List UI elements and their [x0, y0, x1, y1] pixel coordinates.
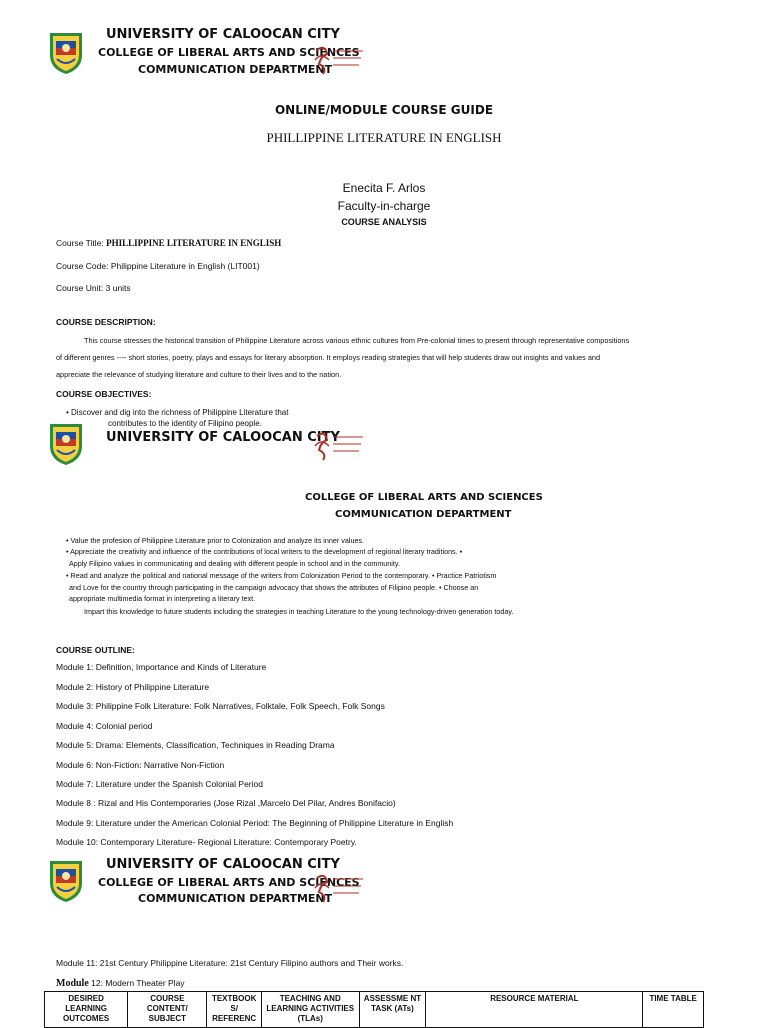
department-name: COMMUNICATION DEPARTMENT: [138, 892, 333, 905]
course-title-label: Course Title:: [56, 238, 104, 248]
faculty-name: Enecita F. Arlos: [342, 181, 426, 195]
course-title-row: [56, 238, 281, 248]
objective-line-5: Apply Filipino values in communicating and dealing with different people in school and in the community.: [69, 559, 400, 568]
college-name: COLLEGE OF LIBERAL ARTS AND SCIENCES: [98, 876, 360, 889]
description-line-3: appreciate the relevance of studying literature and culture to their lives and to the nation.: [56, 370, 342, 379]
college-name: COLLEGE OF LIBERAL ARTS AND SCIENCES: [98, 46, 360, 59]
course-plan-table: [44, 991, 704, 1028]
university-seal-logo: [47, 420, 85, 466]
module-item: Module 3: Philippine Folk Literature: Folk Narratives, Folktale, Folk Speech, Folk Songs: [56, 701, 385, 711]
guide-subject: PHILLIPPINE LITERATURE IN ENGLISH: [266, 130, 502, 145]
table-header-cell: ASSESSME NT TASK (ATs): [359, 992, 426, 1028]
module-item: Module 9: Literature under the American Colonial Period: The Beginning of Philippine Literature in English: [56, 818, 454, 828]
department-logo: [313, 42, 371, 76]
course-unit-value: 3 units: [105, 283, 131, 293]
table-header-cell: RESOURCE MATERIAL: [426, 992, 643, 1028]
module-item: Module 11: 21st Century Philippine Literature: 21st Century Filipino authors and Their works.: [56, 958, 404, 968]
objective-line-2: contributes to the identity of Filipino people.: [108, 419, 262, 428]
department-name: COMMUNICATION DEPARTMENT: [335, 509, 512, 520]
module-item: Module 4: Colonial period: [56, 721, 153, 731]
university-seal-logo: [47, 857, 85, 903]
course-unit-label: Course Unit:: [56, 283, 104, 293]
course-analysis-heading: COURSE ANALYSIS: [341, 217, 427, 227]
course-description-heading: COURSE DESCRIPTION:: [56, 317, 156, 327]
table-header-cell: TEACHING AND LEARNING ACTIVITIES (TLAs): [261, 992, 359, 1028]
table-header-cell: COURSE CONTENT/ SUBJECT: [128, 992, 207, 1028]
module-item: [56, 978, 185, 989]
module-item: Module 10: Contemporary Literature- Regional Literature: Contemporary Poetry.: [56, 837, 357, 847]
objective-line-3: • Value the profesion of Philippine Literature prior to Colonization and analyze its inner values.: [66, 536, 365, 545]
table-header-cell: DESIRED LEARNING OUTCOMES: [45, 992, 128, 1028]
module-item: Module 6: Non-Fiction: Narrative Non-Fiction: [56, 760, 225, 770]
department-logo: [313, 428, 371, 462]
module-12-text: 12: Modern Theater Play: [91, 978, 185, 988]
course-outline-heading: COURSE OUTLINE:: [56, 645, 135, 655]
faculty-role: Faculty-in-charge: [337, 199, 431, 213]
university-name: UNIVERSITY OF CALOOCAN CITY: [106, 430, 340, 445]
description-line-2: of different genres ---- short stories, poetry, plays and essays for literary absorption. It employs reading strategies that will help students draw out insights and values and: [56, 353, 601, 362]
module-item: Module 5: Drama: Elements, Classification, Techniques in Reading Drama: [56, 740, 335, 750]
module-word: Module: [56, 978, 89, 989]
university-name: UNIVERSITY OF CALOOCAN CITY: [106, 857, 340, 872]
course-title-value: PHILLIPPINE LITERATURE IN ENGLISH: [106, 238, 282, 248]
objective-line-6: • Read and analyze the political and national message of the writers from Colonization Period to the contemporary. • Practice Patriotism: [66, 571, 497, 580]
college-name: COLLEGE OF LIBERAL ARTS AND SCIENCES: [305, 492, 543, 503]
table-header-row: [45, 992, 704, 1028]
objective-line-9: Impart this knowledge to future students including the strategies in teaching Literature to the young technology-driven generation today.: [84, 607, 514, 616]
objective-line-4: • Appreciate the creativity and influence of the contributions of local writers to the development of regional literary traditions. •: [66, 547, 463, 556]
module-item: Module 7: Literature under the Spanish Colonial Period: [56, 779, 263, 789]
course-objectives-heading: COURSE OBJECTIVES:: [56, 389, 152, 399]
course-code-value: Philippine Literature in English (LIT001): [110, 261, 260, 271]
department-logo: [313, 870, 371, 904]
objective-line-7: and Love for the country through participating in the campaign advocacy that shows the attributes of Filipino people. • Choose an: [69, 583, 479, 592]
guide-title: ONLINE/MODULE COURSE GUIDE: [274, 103, 494, 117]
table-header-cell: TIME TABLE: [643, 992, 704, 1028]
module-item: Module 8 : Rizal and His Contemporaries (Jose Rizal ,Marcelo Del Pilar, Andres Bonifacio): [56, 798, 396, 808]
table-header-cell: TEXTBOOK S/ REFERENC: [207, 992, 261, 1028]
module-item: Module 1: Definition, Importance and Kinds of Literature: [56, 662, 267, 672]
university-name: UNIVERSITY OF CALOOCAN CITY: [106, 27, 340, 42]
course-unit-row: [56, 283, 131, 293]
department-name: COMMUNICATION DEPARTMENT: [138, 63, 333, 76]
course-code-label: Course Code:: [56, 261, 109, 271]
description-line-1: This course stresses the historical transition of Philippine Literature across various ethnic cultures from Pre-colonial times to present through representative compositions: [84, 336, 630, 345]
objective-line-8: appropriate multimedia format in interpreting a literary text.: [69, 594, 256, 603]
course-code-row: [56, 261, 260, 271]
university-seal-logo: [47, 29, 85, 75]
objective-line-1: • Discover and dig into the richness of Philippine Literature that: [66, 408, 289, 417]
module-item: Module 2: History of Philippine Literature: [56, 682, 210, 692]
